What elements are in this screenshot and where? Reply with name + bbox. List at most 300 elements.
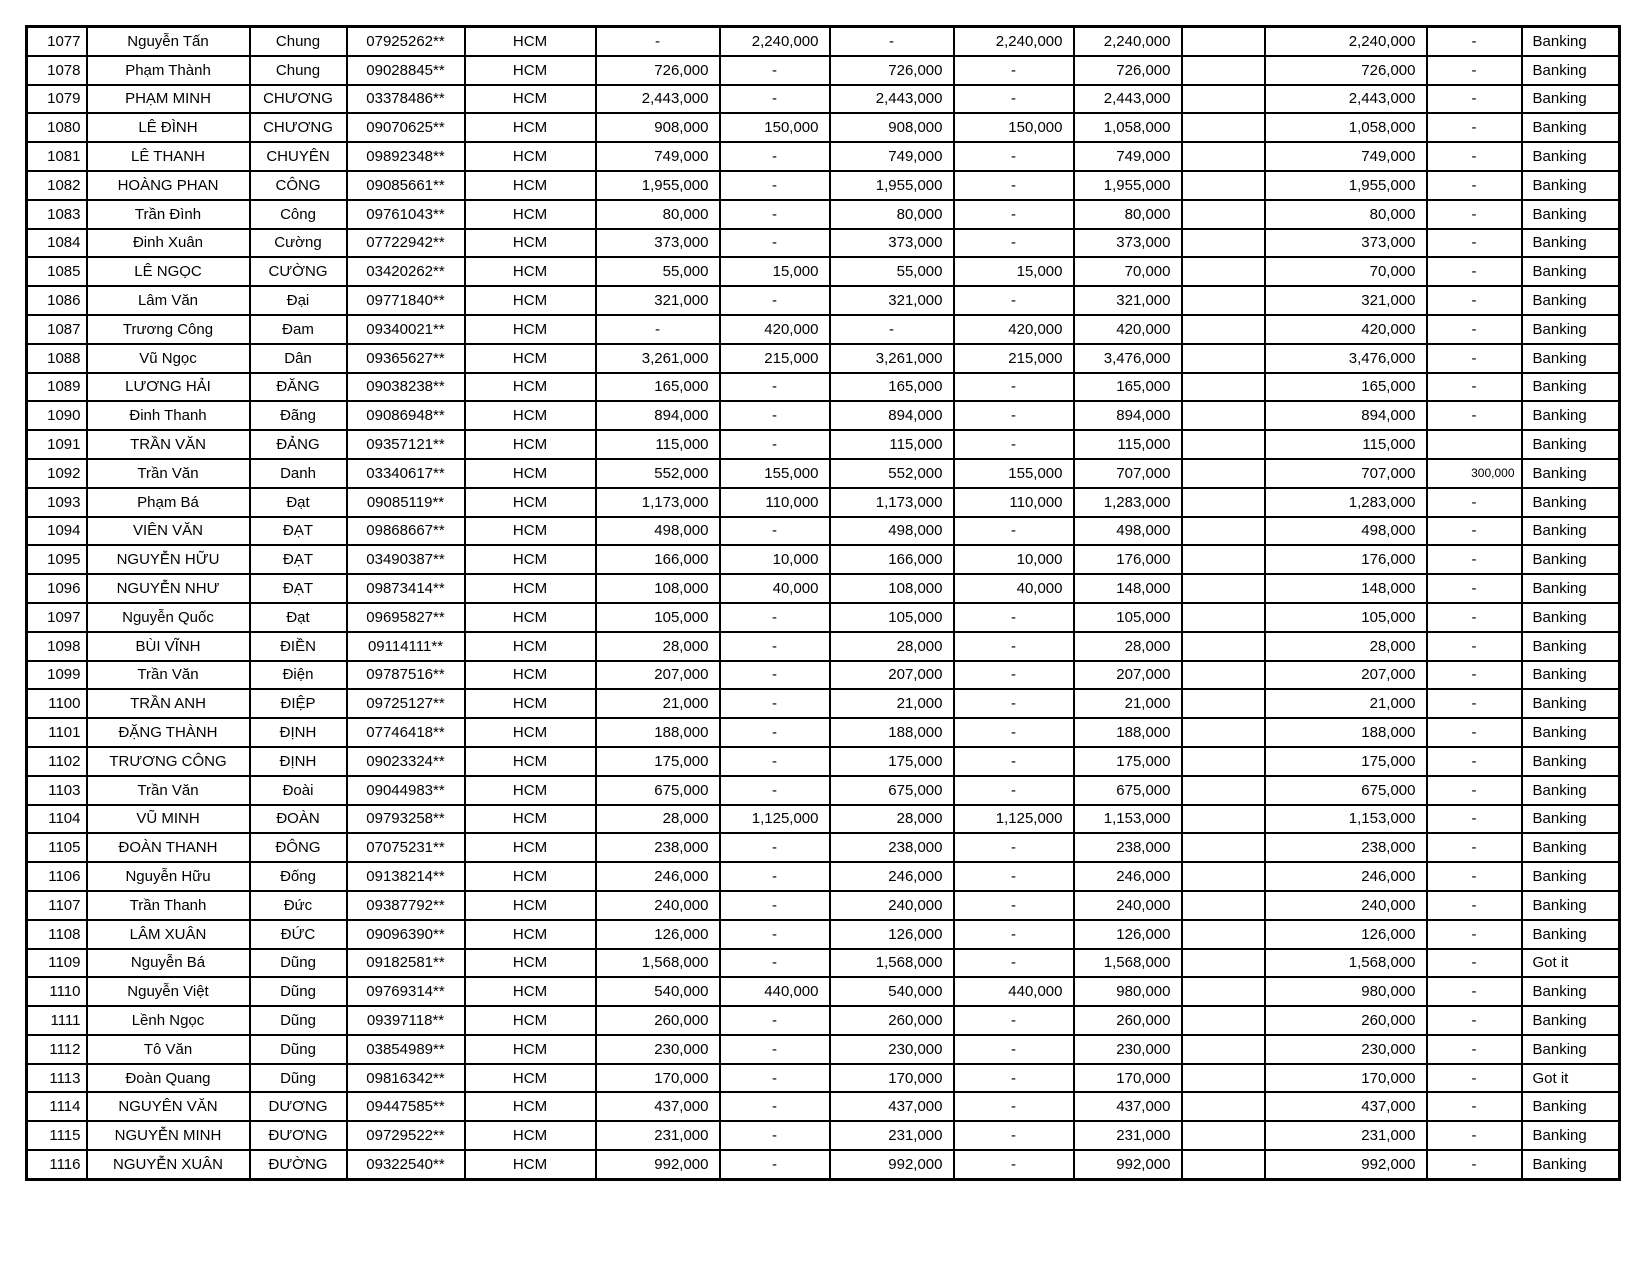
total-2: 498,000 [1265,517,1427,546]
phone-masked: 09085661** [347,171,465,200]
total-2: 126,000 [1265,920,1427,949]
total-1: 2,443,000 [1074,85,1182,114]
region: HCM [465,401,596,430]
amount-4: 440,000 [954,977,1074,1006]
note-amount: - [1427,891,1522,920]
amount-3: 126,000 [830,920,954,949]
note-amount: - [1427,1092,1522,1121]
total-1: 231,000 [1074,1121,1182,1150]
row-id: 1078 [27,56,87,85]
spacer-cell [1182,718,1265,747]
row-id: 1099 [27,661,87,690]
amount-1: 80,000 [596,200,720,229]
table-row [27,315,1620,344]
status: Banking [1522,920,1620,949]
region: HCM [465,833,596,862]
first-middle-name: LÊ ĐÌNH [87,113,250,142]
first-middle-name: LÊ THANH [87,142,250,171]
amount-4: 155,000 [954,459,1074,488]
amount-3: 498,000 [830,517,954,546]
spacer-cell [1182,257,1265,286]
status: Banking [1522,891,1620,920]
given-name: Chung [250,27,347,56]
row-id: 1116 [27,1150,87,1179]
amount-1: 115,000 [596,430,720,459]
note-amount: - [1427,949,1522,978]
status: Banking [1522,85,1620,114]
amount-2: - [720,373,830,402]
first-middle-name: Trần Thanh [87,891,250,920]
row-id: 1080 [27,113,87,142]
row-id: 1093 [27,488,87,517]
note-amount: - [1427,545,1522,574]
amount-1: 165,000 [596,373,720,402]
amount-4: - [954,603,1074,632]
given-name: ĐẢNG [250,430,347,459]
amount-3: 207,000 [830,661,954,690]
first-middle-name: Trần Đình [87,200,250,229]
amount-4: - [954,142,1074,171]
spacer-cell [1182,56,1265,85]
status: Banking [1522,401,1620,430]
note-amount: - [1427,171,1522,200]
row-id: 1077 [27,27,87,56]
note-amount: - [1427,661,1522,690]
table-row [27,1006,1620,1035]
spacer-cell [1182,113,1265,142]
amount-4: 1,125,000 [954,805,1074,834]
given-name: ĐẠT [250,517,347,546]
row-id: 1083 [27,200,87,229]
phone-masked: 09873414** [347,574,465,603]
first-middle-name: LÂM XUÂN [87,920,250,949]
spacer-cell [1182,27,1265,56]
total-1: 992,000 [1074,1150,1182,1179]
amount-4: - [954,920,1074,949]
phone-masked: 03378486** [347,85,465,114]
amount-1: 240,000 [596,891,720,920]
spacer-cell [1182,373,1265,402]
row-id: 1085 [27,257,87,286]
status: Banking [1522,1092,1620,1121]
amount-4: - [954,1035,1074,1064]
phone-masked: 09892348** [347,142,465,171]
spacer-cell [1182,488,1265,517]
region: HCM [465,85,596,114]
amount-4: - [954,1121,1074,1150]
given-name: Đam [250,315,347,344]
total-1: 749,000 [1074,142,1182,171]
phone-masked: 09816342** [347,1064,465,1093]
total-1: 437,000 [1074,1092,1182,1121]
spacer-cell [1182,833,1265,862]
total-1: 28,000 [1074,632,1182,661]
total-2: 894,000 [1265,401,1427,430]
region: HCM [465,1006,596,1035]
amount-4: - [954,85,1074,114]
amount-4: - [954,1150,1074,1179]
given-name: ĐƯƠNG [250,1121,347,1150]
first-middle-name: HOÀNG PHAN [87,171,250,200]
total-2: 148,000 [1265,574,1427,603]
first-middle-name: Nguyễn Hữu [87,862,250,891]
first-middle-name: Nguyễn Tấn [87,27,250,56]
spacer-cell [1182,689,1265,718]
amount-2: 10,000 [720,545,830,574]
first-middle-name: Trương Công [87,315,250,344]
status: Banking [1522,171,1620,200]
spacer-cell [1182,229,1265,258]
table-row [27,1150,1620,1179]
first-middle-name: Nguyễn Quốc [87,603,250,632]
total-1: 80,000 [1074,200,1182,229]
amount-3: 115,000 [830,430,954,459]
amount-2: - [720,862,830,891]
region: HCM [465,373,596,402]
first-middle-name: NGUYỄN NHƯ [87,574,250,603]
total-1: 176,000 [1074,545,1182,574]
table-row [27,776,1620,805]
table-row [27,373,1620,402]
phone-masked: 09322540** [347,1150,465,1179]
amount-2: - [720,1006,830,1035]
status: Banking [1522,142,1620,171]
region: HCM [465,805,596,834]
amount-2: 420,000 [720,315,830,344]
amount-3: 166,000 [830,545,954,574]
given-name: Danh [250,459,347,488]
given-name: Dũng [250,1006,347,1035]
region: HCM [465,517,596,546]
spacer-cell [1182,977,1265,1006]
amount-2: - [720,689,830,718]
total-2: 2,240,000 [1265,27,1427,56]
total-2: 238,000 [1265,833,1427,862]
spacer-cell [1182,1064,1265,1093]
table-row [27,1121,1620,1150]
total-1: 321,000 [1074,286,1182,315]
phone-masked: 09070625** [347,113,465,142]
total-1: 148,000 [1074,574,1182,603]
total-1: 2,240,000 [1074,27,1182,56]
total-2: 188,000 [1265,718,1427,747]
amount-4: - [954,1092,1074,1121]
amount-2: - [720,229,830,258]
spacer-cell [1182,661,1265,690]
region: HCM [465,27,596,56]
amount-2: 2,240,000 [720,27,830,56]
region: HCM [465,56,596,85]
amount-2: 110,000 [720,488,830,517]
total-1: 420,000 [1074,315,1182,344]
amount-3: 437,000 [830,1092,954,1121]
note-amount: - [1427,603,1522,632]
amount-4: 10,000 [954,545,1074,574]
amount-2: - [720,430,830,459]
note-amount [1427,430,1522,459]
amount-2: - [720,1121,830,1150]
row-id: 1082 [27,171,87,200]
first-middle-name: Vũ Ngọc [87,344,250,373]
amount-1: 540,000 [596,977,720,1006]
region: HCM [465,574,596,603]
amount-3: 3,261,000 [830,344,954,373]
total-2: 726,000 [1265,56,1427,85]
table-row [27,747,1620,776]
phone-masked: 09038238** [347,373,465,402]
given-name: Đãng [250,401,347,430]
total-1: 165,000 [1074,373,1182,402]
status: Got it [1522,1064,1620,1093]
amount-2: - [720,517,830,546]
spacer-cell [1182,776,1265,805]
phone-masked: 03340617** [347,459,465,488]
note-amount: - [1427,862,1522,891]
amount-4: - [954,401,1074,430]
total-1: 21,000 [1074,689,1182,718]
spacer-cell [1182,1006,1265,1035]
total-2: 175,000 [1265,747,1427,776]
region: HCM [465,171,596,200]
row-id: 1104 [27,805,87,834]
total-2: 1,283,000 [1265,488,1427,517]
amount-4: - [954,517,1074,546]
status: Banking [1522,632,1620,661]
total-2: 230,000 [1265,1035,1427,1064]
phone-masked: 07746418** [347,718,465,747]
amount-1: 1,173,000 [596,488,720,517]
amount-1: 260,000 [596,1006,720,1035]
amount-1: 55,000 [596,257,720,286]
amount-2: 15,000 [720,257,830,286]
spacer-cell [1182,85,1265,114]
amount-3: 1,568,000 [830,949,954,978]
row-id: 1095 [27,545,87,574]
amount-4: - [954,56,1074,85]
amount-1: 498,000 [596,517,720,546]
status: Banking [1522,747,1620,776]
phone-masked: 09182581** [347,949,465,978]
note-amount: - [1427,229,1522,258]
table-row [27,430,1620,459]
spacer-cell [1182,459,1265,488]
amount-2: - [720,776,830,805]
total-2: 420,000 [1265,315,1427,344]
amount-2: - [720,1092,830,1121]
total-1: 707,000 [1074,459,1182,488]
amount-4: 2,240,000 [954,27,1074,56]
amount-1: 894,000 [596,401,720,430]
note-amount: - [1427,1150,1522,1179]
row-id: 1106 [27,862,87,891]
note-amount: 300,000 [1427,459,1522,488]
amount-4: - [954,776,1074,805]
note-amount: - [1427,776,1522,805]
total-1: 980,000 [1074,977,1182,1006]
table-row [27,142,1620,171]
first-middle-name: VIÊN VĂN [87,517,250,546]
region: HCM [465,949,596,978]
spacer-cell [1182,1035,1265,1064]
total-1: 1,568,000 [1074,949,1182,978]
phone-masked: 09114111** [347,632,465,661]
region: HCM [465,257,596,286]
status: Banking [1522,56,1620,85]
total-1: 260,000 [1074,1006,1182,1035]
total-2: 231,000 [1265,1121,1427,1150]
given-name: ĐỊNH [250,747,347,776]
table-row [27,517,1620,546]
given-name: ĐẠT [250,545,347,574]
region: HCM [465,603,596,632]
row-id: 1113 [27,1064,87,1093]
amount-3: 21,000 [830,689,954,718]
amount-2: - [720,1064,830,1093]
given-name: ĐOÀN [250,805,347,834]
phone-masked: 09397118** [347,1006,465,1035]
total-2: 207,000 [1265,661,1427,690]
row-id: 1112 [27,1035,87,1064]
table-row [27,229,1620,258]
phone-masked: 09365627** [347,344,465,373]
amount-4: - [954,661,1074,690]
amount-3: 894,000 [830,401,954,430]
note-amount: - [1427,315,1522,344]
row-id: 1097 [27,603,87,632]
total-1: 115,000 [1074,430,1182,459]
total-2: 260,000 [1265,1006,1427,1035]
region: HCM [465,661,596,690]
phone-masked: 09729522** [347,1121,465,1150]
amount-3: 28,000 [830,805,954,834]
amount-2: - [720,632,830,661]
phone-masked: 09868667** [347,517,465,546]
amount-1: 992,000 [596,1150,720,1179]
total-1: 1,058,000 [1074,113,1182,142]
note-amount: - [1427,718,1522,747]
amount-2: 40,000 [720,574,830,603]
table-row [27,949,1620,978]
total-1: 894,000 [1074,401,1182,430]
amount-1: 230,000 [596,1035,720,1064]
row-id: 1111 [27,1006,87,1035]
total-2: 1,568,000 [1265,949,1427,978]
first-middle-name: PHẠM MINH [87,85,250,114]
note-amount: - [1427,85,1522,114]
region: HCM [465,488,596,517]
first-middle-name: TRẦN VĂN [87,430,250,459]
first-middle-name: LÊ NGỌC [87,257,250,286]
row-id: 1107 [27,891,87,920]
first-middle-name: Đinh Thanh [87,401,250,430]
amount-1: 675,000 [596,776,720,805]
amount-2: - [720,833,830,862]
spacer-cell [1182,949,1265,978]
phone-masked: 09044983** [347,776,465,805]
row-id: 1079 [27,85,87,114]
phone-masked: 09447585** [347,1092,465,1121]
row-id: 1084 [27,229,87,258]
amount-3: 321,000 [830,286,954,315]
given-name: Đức [250,891,347,920]
given-name: CƯỜNG [250,257,347,286]
note-amount: - [1427,488,1522,517]
total-2: 105,000 [1265,603,1427,632]
amount-1: 749,000 [596,142,720,171]
first-middle-name: ĐOÀN THANH [87,833,250,862]
amount-3: - [830,27,954,56]
total-1: 498,000 [1074,517,1182,546]
amount-2: - [720,1150,830,1179]
phone-masked: 09769314** [347,977,465,1006]
table-row [27,459,1620,488]
total-1: 207,000 [1074,661,1182,690]
total-2: 437,000 [1265,1092,1427,1121]
region: HCM [465,891,596,920]
given-name: ĐỊNH [250,718,347,747]
amount-1: 188,000 [596,718,720,747]
amount-3: 749,000 [830,142,954,171]
total-2: 1,058,000 [1265,113,1427,142]
first-middle-name: Tô Văn [87,1035,250,1064]
spacer-cell [1182,1121,1265,1150]
amount-4: - [954,747,1074,776]
amount-2: - [720,949,830,978]
amount-2: - [720,85,830,114]
first-middle-name: Phạm Bá [87,488,250,517]
amount-1: 126,000 [596,920,720,949]
row-id: 1081 [27,142,87,171]
region: HCM [465,142,596,171]
status: Banking [1522,661,1620,690]
spacer-cell [1182,891,1265,920]
given-name: ĐÔNG [250,833,347,862]
region: HCM [465,920,596,949]
spacer-cell [1182,344,1265,373]
spacer-cell [1182,1092,1265,1121]
amount-3: 373,000 [830,229,954,258]
region: HCM [465,545,596,574]
status: Banking [1522,459,1620,488]
spacer-cell [1182,574,1265,603]
region: HCM [465,1035,596,1064]
status: Banking [1522,229,1620,258]
note-amount: - [1427,517,1522,546]
amount-3: 552,000 [830,459,954,488]
row-id: 1089 [27,373,87,402]
table-row [27,113,1620,142]
amount-3: 540,000 [830,977,954,1006]
amount-1: 373,000 [596,229,720,258]
status: Banking [1522,1150,1620,1179]
amount-4: - [954,718,1074,747]
amount-3: 105,000 [830,603,954,632]
amount-3: 992,000 [830,1150,954,1179]
table-row [27,85,1620,114]
phone-masked: 09387792** [347,891,465,920]
amount-1: 231,000 [596,1121,720,1150]
amount-4: - [954,1006,1074,1035]
given-name: ĐẠT [250,574,347,603]
given-name: ĐIỀN [250,632,347,661]
total-1: 373,000 [1074,229,1182,258]
note-amount: - [1427,56,1522,85]
amount-4: - [954,833,1074,862]
status: Banking [1522,27,1620,56]
total-2: 165,000 [1265,373,1427,402]
total-2: 2,443,000 [1265,85,1427,114]
status: Banking [1522,1006,1620,1035]
